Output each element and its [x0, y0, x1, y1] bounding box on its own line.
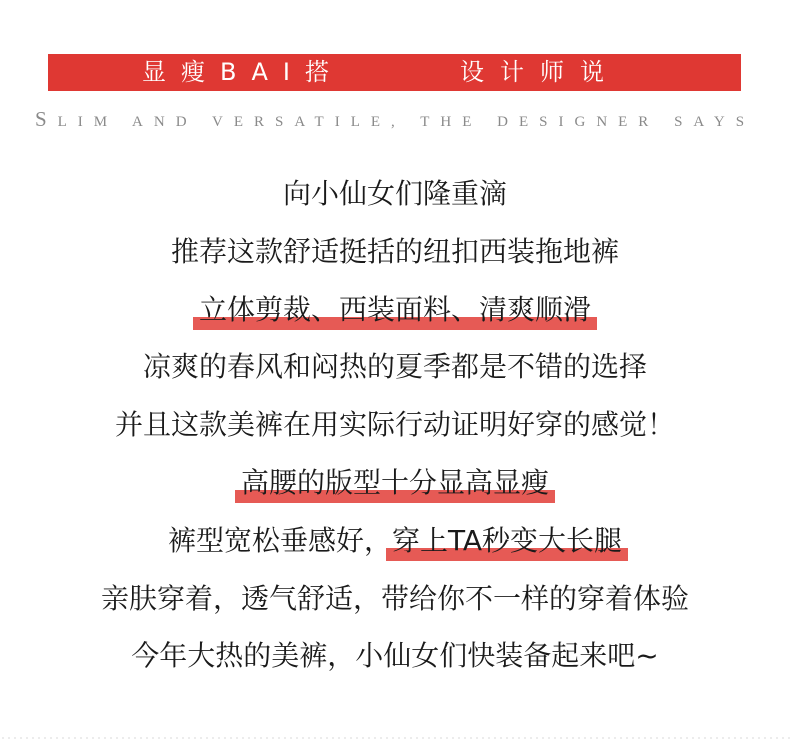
- text-line: [0, 345, 790, 403]
- description-text-block: [0, 172, 790, 692]
- line-prefix: 裤型宽松垂感好，: [167, 523, 392, 557]
- text-line-highlighted: [0, 461, 790, 519]
- highlighted-phrase: [199, 288, 591, 332]
- bottom-dotted-divider: [0, 737, 790, 739]
- highlighted-phrase-text: 穿上TA秒变大长腿: [391, 523, 623, 557]
- text-line: [0, 172, 790, 230]
- highlighted-phrase: [241, 461, 549, 505]
- text-line-content: 今年大热的美裤，小仙女们快装备起来吧~: [131, 639, 659, 673]
- text-line-content: 推荐这款舒适挺括的纽扣西装拖地裤: [170, 234, 619, 268]
- text-line: [0, 634, 790, 692]
- text-line-content: 并且这款美裤在用实际行动证明好穿的感觉！: [114, 408, 675, 442]
- highlighted-phrase: [392, 519, 622, 563]
- text-line-content: 向小仙女们隆重滴: [282, 177, 507, 210]
- banner-title-left: 显瘦BAI搭: [142, 58, 344, 86]
- text-line-highlighted: [0, 288, 790, 346]
- text-line: [0, 577, 790, 635]
- english-subtitle: [0, 107, 790, 132]
- highlighted-phrase-text: 立体剪裁、西装面料、清爽顺滑: [198, 292, 591, 326]
- banner-title-right: 设计师说: [460, 58, 620, 86]
- highlighted-phrase-text: 高腰的版型十分显高显瘦: [240, 465, 549, 499]
- text-line-content: [199, 288, 591, 332]
- text-line-content: 凉爽的春风和闷热的夏季都是不错的选择: [142, 350, 647, 384]
- subtitle-initial: S: [34, 107, 58, 131]
- text-line-partial-highlight: [0, 519, 790, 577]
- text-line-content: 亲肤穿着，透气舒适，带给你不一样的穿着体验: [100, 581, 689, 615]
- text-line-content: [241, 461, 549, 505]
- section-banner: [48, 54, 741, 91]
- text-line-content: [168, 519, 622, 563]
- text-line: [0, 230, 790, 288]
- text-line: [0, 403, 790, 461]
- subtitle-rest: LIM AND VERSATILE, THE DESIGNER SAYS: [57, 114, 756, 130]
